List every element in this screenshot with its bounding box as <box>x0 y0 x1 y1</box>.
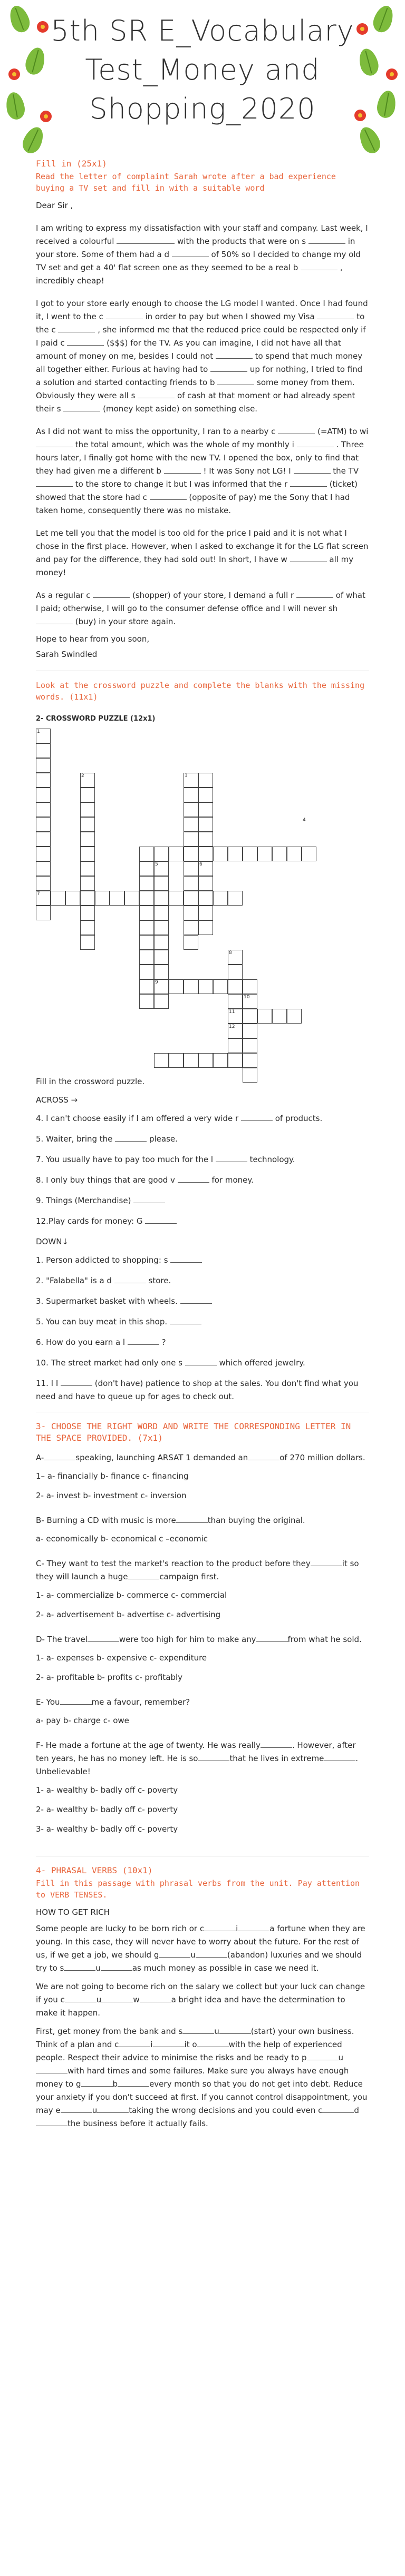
crossword-cell[interactable] <box>184 847 198 861</box>
passage-paragraph: We are not going to become rich on the salary we collect but your luck can change if you c u w a bright idea and have the determination to make it happen. <box>36 1982 365 2018</box>
crossword-cell[interactable] <box>228 847 243 861</box>
crossword-cell[interactable] <box>139 847 154 861</box>
crossword-cell[interactable] <box>36 758 51 773</box>
answer-blank[interactable] <box>138 390 175 398</box>
worksheet-body <box>36 158 369 2140</box>
crossword-cell[interactable] <box>198 979 213 994</box>
crossword-cell[interactable] <box>80 920 95 935</box>
answer-blank[interactable] <box>278 426 315 434</box>
across-label: ACROSS → <box>36 1095 78 1105</box>
crossword-cell[interactable] <box>272 1009 287 1024</box>
crossword-cell[interactable] <box>169 1053 184 1068</box>
section-instruction: Fill in this passage with phrasal verbs from the unit. Pay attention to VERB TENSES. <box>36 1879 360 1900</box>
answer-blank[interactable] <box>307 2052 339 2060</box>
crossword-cell[interactable] <box>243 1053 257 1068</box>
answer-blank[interactable] <box>159 1950 190 1958</box>
letter-paragraph: I am writing to express my dissatisfaction with your staff and company. Last week, I received a colourful with the products that were on s in your store. Some of them had a d of 50% so I decided to change my old TV set and get a 40' flat screen one as they seemed to be a real b , incredibly cheap! <box>36 223 368 286</box>
crossword-cell[interactable] <box>154 965 169 979</box>
crossword-cell[interactable] <box>139 891 154 906</box>
answer-blank[interactable] <box>36 479 73 487</box>
answer-blank[interactable] <box>119 2039 150 2047</box>
down-clues <box>36 1254 369 1403</box>
choose-options: 2- a- profitable b- profits c- profitably <box>36 1673 183 1682</box>
choose-question: B- Burning a CD with music is more than buying the original. <box>36 1516 305 1525</box>
crossword-cell[interactable] <box>154 891 169 906</box>
crossword-cell[interactable] <box>184 832 198 847</box>
answer-blank[interactable] <box>36 439 73 447</box>
answer-blank[interactable] <box>219 2026 251 2034</box>
crossword-cell[interactable] <box>80 802 95 817</box>
crossword-cell[interactable] <box>80 891 95 906</box>
crossword-cell[interactable] <box>198 832 213 847</box>
crossword-cell[interactable] <box>228 965 243 979</box>
leaf-icon <box>356 46 381 77</box>
crossword-cell[interactable] <box>139 920 154 935</box>
leaf-icon <box>370 3 397 35</box>
crossword-cell[interactable] <box>36 861 51 876</box>
crossword-cell[interactable] <box>228 979 243 994</box>
flower-icon <box>386 68 398 80</box>
crossword-cell[interactable] <box>80 788 95 802</box>
crossword-number: 8 <box>229 950 232 956</box>
answer-blank[interactable] <box>117 236 175 244</box>
crossword-cell[interactable] <box>36 832 51 847</box>
choose-options: 2- a- advertisement b- advertise c- advertising <box>36 1610 221 1619</box>
crossword-clue: 11. I I (don't have) patience to shop at the sales. You don't find what you need and have to queue up for ages to check out. <box>36 1379 359 1401</box>
across-clues <box>36 1112 369 1228</box>
crossword-cell[interactable] <box>272 847 287 861</box>
leaf-icon <box>375 89 398 119</box>
choose-question: C- They want to test the market's reaction to the product before they it so they will launch a huge campaign first. <box>36 1559 359 1581</box>
answer-blank[interactable] <box>44 1452 75 1460</box>
answer-blank[interactable] <box>88 1634 119 1642</box>
choose-options: 3- a- wealthy b- badly off c- poverty <box>36 1824 178 1834</box>
crossword-cell[interactable] <box>243 847 257 861</box>
salutation: Dear Sir , <box>36 201 73 210</box>
answer-blank[interactable] <box>294 466 331 474</box>
crossword-cell[interactable] <box>36 847 51 861</box>
answer-blank[interactable] <box>238 1923 269 1931</box>
answer-blank[interactable] <box>261 1740 292 1748</box>
answer-blank[interactable] <box>140 1994 171 2002</box>
crossword-cell[interactable] <box>169 847 184 861</box>
choose-items <box>36 1451 369 1847</box>
crossword-cell[interactable] <box>184 876 198 891</box>
choose-options: 2- a- invest b- investment c- inversion <box>36 1491 187 1500</box>
letter-paragraph: I got to your store early enough to choose the LG model I wanted. Once I had found it, I went to the c in order to pay but when I showed my Visa to the c , she informed me that the reduced price could be respected only if I paid c ($$$) for the TV. As you can imagine, I did not have all that amount of money on me, besides I could not to spend that much money all together either. Furious at having had to up for nothing, I tried to find a solution and started contacting friends to b some money from them. Obviously they were all s of cash at that moment or had already spent their s (money kept aside) on something else. <box>36 299 368 414</box>
letter-closing: Hope to hear from you soon, <box>36 634 150 644</box>
crossword-cell[interactable] <box>198 847 213 861</box>
answer-blank[interactable] <box>248 1452 279 1460</box>
crossword-cell[interactable] <box>154 876 169 891</box>
answer-blank[interactable] <box>67 338 104 346</box>
crossword-cell[interactable] <box>198 876 213 891</box>
crossword-cell[interactable] <box>287 847 302 861</box>
crossword-cell[interactable] <box>228 1038 243 1053</box>
section-instruction: Look at the crossword puzzle and complete the blanks with the missing words. (11x1) <box>36 681 365 702</box>
answer-blank[interactable] <box>322 2105 354 2113</box>
choose-options: 1- a- expenses b- expensive c- expenditure <box>36 1653 207 1663</box>
crossword-clue: 3. Supermarket basket with wheels. <box>36 1295 369 1308</box>
leaf-icon <box>23 45 47 76</box>
crossword-grid <box>36 729 369 1066</box>
answer-blank[interactable] <box>150 492 187 500</box>
answer-blank[interactable] <box>115 1134 147 1142</box>
answer-blank[interactable] <box>128 1337 159 1345</box>
crossword-clue: 12.Play cards for money: G <box>36 1215 369 1228</box>
crossword-number: 3 <box>185 773 188 779</box>
crossword-clue: 5. Waiter, bring the please. <box>36 1134 178 1144</box>
passage-heading: HOW TO GET RICH <box>36 1908 110 1917</box>
answer-blank[interactable] <box>128 1571 159 1579</box>
crossword-cell[interactable] <box>184 935 198 950</box>
crossword-cell[interactable] <box>213 847 228 861</box>
answer-blank[interactable] <box>317 311 354 319</box>
crossword-cell[interactable] <box>154 847 169 861</box>
crossword-cell[interactable] <box>36 788 51 802</box>
crossword-number: 12 <box>229 1024 235 1029</box>
crossword-clue: 10. The street market had only one s which offered jewelry. <box>36 1358 305 1368</box>
crossword-cell[interactable] <box>243 1024 257 1038</box>
crossword-clue: 7. You usually have to pay too much for the l technology. <box>36 1155 295 1164</box>
crossword-clue: 9. Things (Merchandise) <box>36 1194 369 1207</box>
crossword-cell[interactable] <box>184 802 198 817</box>
crossword-cell[interactable] <box>213 979 228 994</box>
leaf-icon <box>356 124 384 156</box>
answer-blank[interactable] <box>36 616 73 624</box>
answer-blank[interactable] <box>36 2118 68 2126</box>
answer-blank[interactable] <box>210 364 247 372</box>
answer-blank[interactable] <box>180 1296 212 1304</box>
crossword-cell[interactable] <box>184 817 198 832</box>
crossword-number: 6 <box>199 862 202 867</box>
section-choose-word <box>36 1421 369 1847</box>
answer-blank[interactable] <box>114 1275 146 1283</box>
answer-blank[interactable] <box>301 262 338 270</box>
answer-blank[interactable] <box>308 236 345 244</box>
letter-signature: Sarah Swindled <box>36 650 98 659</box>
crossword-cell[interactable] <box>184 1053 198 1068</box>
crossword-cell[interactable] <box>184 920 198 935</box>
crossword-clue: 8. I only buy things that are good v for money. <box>36 1175 254 1185</box>
section-title: 3- CHOOSE THE RIGHT WORD AND WRITE THE CORRESPONDING LETTER IN THE SPACE PROVIDED. (7x1) <box>36 1421 351 1443</box>
letter-paragraph: As a regular c (shopper) of your store, I demand a full r of what I paid; otherwise, I will go to the consumer defense office and I will never sh (buy) in your store again. <box>36 591 365 626</box>
crossword-cell[interactable] <box>184 891 198 906</box>
answer-blank[interactable] <box>172 249 209 257</box>
crossword-cell[interactable] <box>36 876 51 891</box>
crossword-cell[interactable] <box>139 906 154 920</box>
crossword-cell[interactable] <box>154 935 169 950</box>
answer-blank[interactable] <box>182 2026 214 2034</box>
crossword-cell[interactable] <box>139 965 154 979</box>
crossword-cell[interactable] <box>243 1038 257 1053</box>
answer-blank[interactable] <box>241 1113 273 1121</box>
crossword-cell[interactable] <box>287 1009 302 1024</box>
down-label: DOWN↓ <box>36 1237 69 1246</box>
answer-blank[interactable] <box>216 1154 247 1162</box>
crossword-cell[interactable] <box>228 891 243 906</box>
crossword-clue: 2. "Falabella" is a d store. <box>36 1276 171 1285</box>
crossword-cell[interactable] <box>36 743 51 758</box>
letter-paragraph: Let me tell you that the model is too old for the price I paid and it is not what I chose in the first place. However, when I asked to exchange it for the LG flat screen and pay for the difference, they had sold out! In short, I have w all my money! <box>36 528 369 577</box>
crossword-number: 11 <box>229 1009 235 1015</box>
passage-paragraph: First, get money from the bank and s u (start) your own business. Think of a plan and c i it o with the help of experienced people. Respect their advice to minimise the risks and be ready to p uwith hard times and some failures. Make sure you always have enough money to g b every month so that you do not get into debt. Reduce your anxiety if you don't succeed at first. If you cannot control disappointment, you may e u taking the wrong decisions and you could even c dthe business before it actually fails. <box>36 2027 368 2128</box>
crossword-number: 10 <box>244 995 250 1000</box>
crossword-cell[interactable] <box>257 1009 272 1024</box>
choose-options: 1- a- wealthy b- badly off c- poverty <box>36 1785 178 1795</box>
answer-blank[interactable] <box>170 1255 202 1263</box>
answer-blank[interactable] <box>324 1753 355 1761</box>
crossword-cell[interactable] <box>110 891 124 906</box>
crossword-cell[interactable] <box>243 1068 257 1083</box>
crossword-cell[interactable] <box>228 1053 243 1068</box>
crossword-cell[interactable] <box>51 891 65 906</box>
answer-blank[interactable] <box>185 1358 217 1365</box>
crossword-cell[interactable] <box>169 891 184 906</box>
section-title: Fill in (25x1) <box>36 159 107 169</box>
answer-blank[interactable] <box>145 1216 177 1224</box>
crossword-cell[interactable] <box>139 979 154 994</box>
crossword-clue: 6. How do you earn a l ? <box>36 1338 166 1347</box>
crossword-cell[interactable] <box>80 906 95 920</box>
crossword-cell[interactable] <box>184 861 198 876</box>
crossword-cell[interactable] <box>198 802 213 817</box>
crossword-cell[interactable] <box>139 950 154 965</box>
section-letter <box>36 158 369 661</box>
answer-blank[interactable] <box>196 1950 227 1958</box>
answer-blank[interactable] <box>170 1316 201 1324</box>
answer-blank[interactable] <box>178 1175 209 1183</box>
answer-blank[interactable] <box>106 311 143 319</box>
answer-blank[interactable] <box>290 479 327 487</box>
crossword-cell[interactable] <box>36 817 51 832</box>
crossword-cell[interactable] <box>198 906 213 920</box>
crossword-cell[interactable] <box>198 1053 213 1068</box>
answer-blank[interactable] <box>118 2079 149 2087</box>
crossword-cell[interactable] <box>36 906 51 920</box>
crossword-number: 5 <box>155 862 158 867</box>
page-title: 5th SR E_Vocabulary Test_Money and Shopping_2020 <box>51 14 354 125</box>
answer-blank[interactable] <box>176 1515 208 1523</box>
answer-blank[interactable] <box>296 590 333 598</box>
crossword-title: 2- CROSSWORD PUZZLE (12x1) <box>36 715 156 723</box>
crossword-number: 9 <box>155 980 158 985</box>
crossword-number: 2 <box>81 773 84 779</box>
crossword-number: 1 <box>37 729 40 734</box>
answer-blank[interactable] <box>164 466 201 474</box>
crossword-number: 4 <box>303 818 306 823</box>
crossword-cell[interactable] <box>65 891 80 906</box>
crossword-fill-label: Fill in the crossword puzzle. <box>36 1077 145 1086</box>
answer-blank[interactable] <box>153 2039 185 2047</box>
section-title: 4- PHRASAL VERBS (10x1) <box>36 1865 153 1875</box>
crossword-cell[interactable] <box>36 802 51 817</box>
crossword-cell[interactable] <box>139 994 154 1009</box>
crossword-cell[interactable] <box>198 891 213 906</box>
header-banner <box>0 0 405 158</box>
answer-blank[interactable] <box>204 1923 236 1931</box>
crossword-clue: 4. I can't choose easily if I am offered a very wide r of products. <box>36 1114 323 1123</box>
answer-blank[interactable] <box>58 325 95 332</box>
crossword-cell[interactable] <box>139 861 154 876</box>
crossword-cell[interactable] <box>80 876 95 891</box>
section-crossword <box>36 680 369 1403</box>
crossword-cell[interactable] <box>184 788 198 802</box>
crossword-cell[interactable] <box>36 773 51 788</box>
crossword-cell[interactable] <box>198 920 213 935</box>
leaf-icon <box>20 124 47 156</box>
crossword-cell[interactable] <box>184 979 198 994</box>
answer-blank[interactable] <box>64 1963 95 1971</box>
crossword-cell[interactable] <box>139 935 154 950</box>
crossword-cell[interactable] <box>80 832 95 847</box>
choose-options: a- economically b- economical c –economic <box>36 1534 208 1543</box>
letter-paragraph: As I did not want to miss the opportunity, I ran to a nearby c (=ATM) to wi the total amount, which was the whole of my monthly i . Three hours later, I finally got home with the new TV. I opened the box, only to find that they had given me a different b ! It was Sony not LG! I the TV to the store to change it but I was informed that the r (ticket) showed that the store had c (opposite of pay) me the Sony that I had taken home, consequently there was no mistake. <box>36 427 369 515</box>
answer-blank[interactable] <box>101 1994 133 2002</box>
crossword-cell[interactable] <box>169 979 184 994</box>
crossword-cell[interactable] <box>257 847 272 861</box>
crossword-cell[interactable] <box>80 817 95 832</box>
choose-options: 2- a- wealthy b- badly off c- poverty <box>36 1805 178 1814</box>
crossword-cell[interactable] <box>80 935 95 950</box>
choose-question: D- The travel were too high for him to make any from what he sold. <box>36 1635 362 1644</box>
crossword-cell[interactable] <box>124 891 139 906</box>
flower-icon <box>356 23 368 35</box>
choose-options: 1– a- financially b- finance c- financing <box>36 1471 189 1481</box>
crossword-cell[interactable] <box>80 861 95 876</box>
answer-blank[interactable] <box>93 590 130 598</box>
crossword-cell[interactable] <box>198 773 213 788</box>
choose-question: F- He made a fortune at the age of twenty. He was really . However, after ten years, he has no money left. He is so that he lives in extreme . Unbelievable! <box>36 1741 359 1776</box>
crossword-cell[interactable] <box>154 950 169 965</box>
crossword-cell[interactable] <box>243 1009 257 1024</box>
answer-blank[interactable] <box>61 1378 92 1386</box>
crossword-cell[interactable] <box>154 1053 169 1068</box>
leaf-icon <box>4 91 27 121</box>
crossword-cell[interactable] <box>243 979 257 994</box>
answer-blank[interactable] <box>256 1634 288 1642</box>
crossword-cell[interactable] <box>213 891 228 906</box>
answer-blank[interactable] <box>217 377 254 385</box>
answer-blank[interactable] <box>65 1994 97 2002</box>
passage-paragraph: Some people are lucky to be born rich or c i a fortune when they are young. In this case, they will never have to worry about the future. For the rest of us, if we get a job, we should g u (abandon) luxuries and we should try to s u as much money as possible in case we need it. <box>36 1924 365 1973</box>
answer-blank[interactable] <box>133 1195 165 1203</box>
answer-blank[interactable] <box>81 2079 113 2087</box>
crossword-cell[interactable] <box>154 920 169 935</box>
answer-blank[interactable] <box>101 1963 132 1971</box>
answer-blank[interactable] <box>290 554 327 562</box>
flower-icon <box>37 21 49 33</box>
crossword-cell[interactable] <box>302 847 316 861</box>
crossword-cell[interactable] <box>139 876 154 891</box>
answer-blank[interactable] <box>36 2066 68 2073</box>
crossword-clue: 5. You can buy meat in this shop. <box>36 1315 369 1329</box>
flower-icon <box>8 68 20 80</box>
answer-blank[interactable] <box>63 404 100 411</box>
answer-blank[interactable] <box>216 351 253 359</box>
crossword-cell[interactable] <box>213 1053 228 1068</box>
answer-blank[interactable] <box>197 2039 229 2047</box>
crossword-cell[interactable] <box>198 817 213 832</box>
leaf-icon <box>6 3 33 35</box>
choose-question: E- You me a favour, remember? <box>36 1697 190 1707</box>
answer-blank[interactable] <box>61 2105 92 2113</box>
section-phrasal-verbs <box>36 1865 369 2130</box>
choose-options: 1- a- commercialize b- commerce c- commercial <box>36 1590 227 1600</box>
choose-question: A- speaking, launching ARSAT 1 demanded an of 270 million dollars. <box>36 1453 365 1462</box>
crossword-cell[interactable] <box>80 847 95 861</box>
answer-blank[interactable] <box>60 1697 92 1705</box>
choose-options: a- pay b- charge c- owe <box>36 1716 129 1725</box>
crossword-cell[interactable] <box>228 994 243 1009</box>
section-instruction: Read the letter of complaint Sarah wrote after a bad experience buying a TV set and fill in with a suitable word <box>36 172 336 193</box>
crossword-cell[interactable] <box>95 891 110 906</box>
crossword-cell[interactable] <box>154 906 169 920</box>
crossword-number: 7 <box>37 891 40 897</box>
answer-blank[interactable] <box>297 439 334 447</box>
answer-blank[interactable] <box>198 1753 229 1761</box>
crossword-cell[interactable] <box>154 994 169 1009</box>
crossword-clue: 1. Person addicted to shopping: s <box>36 1254 369 1267</box>
crossword-cell[interactable] <box>184 906 198 920</box>
crossword-cell[interactable] <box>198 788 213 802</box>
answer-blank[interactable] <box>97 2105 129 2113</box>
answer-blank[interactable] <box>311 1558 342 1566</box>
